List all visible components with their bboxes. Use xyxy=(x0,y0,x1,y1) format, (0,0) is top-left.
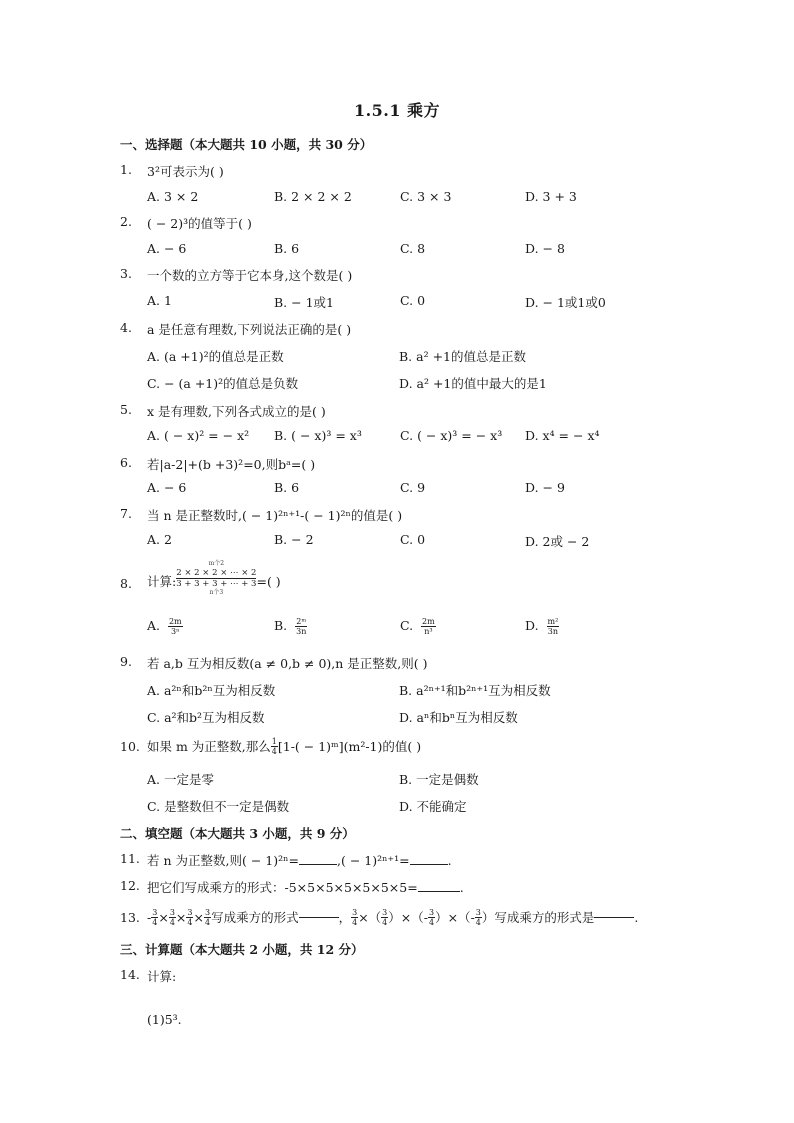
option-c: C. 8 xyxy=(400,241,426,256)
option-c: C. a²和b²互为相反数 xyxy=(147,710,265,725)
option-c: C. 0 xyxy=(400,293,426,308)
brace-bottom-label: n个3 xyxy=(209,588,224,596)
question-stem xyxy=(147,558,281,604)
question-stem: x 是有理数,下列各式成立的是( ) xyxy=(147,404,326,419)
question-stem: 若 n 为正整数,则( − 1)²ⁿ= ,( − 1)²ⁿ⁺¹= . xyxy=(147,853,452,868)
answer-blank[interactable] xyxy=(299,864,337,865)
option-b: B. − 1或1 xyxy=(274,295,334,310)
option-a: A. 1 xyxy=(147,293,172,308)
fraction: $\frac{3}{4}$ xyxy=(382,907,388,927)
option-a: A. a²ⁿ和b²ⁿ互为相反数 xyxy=(147,683,276,698)
answer-blank[interactable] xyxy=(410,864,448,865)
question-stem: - $\frac{3}{4}$ × $\frac{3}{4}$ × $\frac{3}{4}$ × $\frac{3}{4}$ 写成乘方的形式 ， $\frac{3}{4}$ ×（ $\frac{3}{4}$ ）×（ - $\frac{3}{4}$ ）×（ - $\frac{3}{4}$ ）写成乘方的形式是 . xyxy=(147,907,639,927)
option-a: A. $\frac{2m}{\text{3ⁿ}}$ xyxy=(147,617,182,636)
fraction: $\frac{3}{4}$ xyxy=(352,907,358,927)
option-b: B. 6 xyxy=(274,241,300,256)
question-number: 12. xyxy=(120,878,140,893)
option-d: D. − 1或1或0 xyxy=(525,295,606,310)
option-fraction: $\frac{2m}{\text{3ⁿ}}$ xyxy=(168,617,182,636)
option-b: B. 2 × 2 × 2 xyxy=(274,189,352,204)
sub-question: (1)5³. xyxy=(147,1012,182,1027)
option-b: B. a²ⁿ⁺¹和b²ⁿ⁺¹互为相反数 xyxy=(399,683,551,698)
option-d: D. x⁴ = − x⁴ xyxy=(525,428,600,443)
brace-top-label: m个2 xyxy=(208,559,225,567)
section-header-fill: 二、填空题（本大题共 3 小题，共 9 分） xyxy=(120,826,355,841)
option-c: C. 是整数但不一定是偶数 xyxy=(147,799,290,814)
section-header-choice: 一、选择题（本大题共 10 小题，共 30 分） xyxy=(120,137,373,152)
option-d: D. 3 + 3 xyxy=(525,189,577,204)
option-c: C. − (a +1)²的值总是负数 xyxy=(147,376,299,391)
answer-blank[interactable] xyxy=(299,917,339,918)
question-stem: 若|a-2|+(b +3)²=0,则bᵃ=( ) xyxy=(147,457,316,472)
option-c: C. 9 xyxy=(400,480,426,495)
option-fraction: $\frac{\text{m²}}{3n}$ xyxy=(547,617,559,636)
option-d: D. a² +1的值中最大的是1 xyxy=(399,376,547,391)
question-stem: 当 n 是正整数时,( − 1)²ⁿ⁺¹-( − 1)²ⁿ的值是( ) xyxy=(147,508,403,523)
question-number: 4. xyxy=(120,320,132,335)
option-c: C. $\frac{2m}{\text{n³}}$ xyxy=(400,617,435,636)
fraction: $\frac{3}{4}$ xyxy=(428,907,435,927)
option-fraction: $\frac{\text{2ᵐ}}{3n}$ xyxy=(296,617,307,636)
option-b: B. a² +1的值总是正数 xyxy=(399,349,526,364)
option-a: A. 2 xyxy=(147,532,172,547)
question-number: 10. xyxy=(120,739,140,754)
fraction-numerator: 2 × 2 × 2 × ⋯ × 2 xyxy=(176,567,257,578)
option-d: D. 不能确定 xyxy=(399,799,467,814)
answer-blank[interactable] xyxy=(594,917,634,918)
option-d: D. $\frac{\text{m²}}{3n}$ xyxy=(525,617,559,636)
option-d: D. aⁿ和bⁿ互为相反数 xyxy=(399,710,518,725)
option-b: B. $\frac{\text{2ᵐ}}{3n}$ xyxy=(274,617,307,636)
option-a: A. (a +1)²的值总是正数 xyxy=(147,349,284,364)
question-stem: 一个数的立方等于它本身,这个数是( ) xyxy=(147,268,353,283)
option-a: A. − 6 xyxy=(147,480,187,495)
option-c: C. 3 × 3 xyxy=(400,189,452,204)
fraction: $\frac{3}{4}$ xyxy=(169,907,175,927)
fraction: $\frac{3}{4}$ xyxy=(152,907,158,927)
option-d: D. − 8 xyxy=(525,241,565,256)
option-a: A. 一定是零 xyxy=(147,772,214,787)
option-b: B. − 2 xyxy=(274,532,314,547)
question-number: 2. xyxy=(120,214,132,229)
question-number: 3. xyxy=(120,266,132,281)
fraction: $\frac{3}{4}$ xyxy=(475,907,481,927)
option-c: C. 0 xyxy=(400,532,426,547)
option-c: C. ( − x)³ = − x³ xyxy=(400,428,503,443)
option-b: B. 6 xyxy=(274,480,300,495)
question-number: 1. xyxy=(120,162,132,177)
option-a: A. ( − x)² = − x² xyxy=(147,428,250,443)
question-stem: a 是任意有理数,下列说法正确的是( ) xyxy=(147,322,352,337)
fraction: $\frac{3}{4}$ xyxy=(204,907,211,927)
option-b: B. 一定是偶数 xyxy=(399,772,479,787)
question-number: 14. xyxy=(120,967,140,982)
question-stem: 若 a,b 互为相反数(a ≠ 0,b ≠ 0),n 是正整数,则( ) xyxy=(147,656,428,671)
page-title: 1.5.1 乘方 xyxy=(353,101,441,120)
question-stem: 如果 m 为正整数,那么 $\frac{1}{4}$ [1-( − 1)ᵐ](m²-1)的值( ) xyxy=(147,736,422,756)
question-stem: 计算: xyxy=(147,969,177,984)
option-a: A. 3 × 2 xyxy=(147,189,199,204)
question-number: 6. xyxy=(120,455,132,470)
question-stem: 3²可表示为( ) xyxy=(147,164,224,179)
option-b: B. ( − x)³ = x³ xyxy=(274,428,362,443)
question-stem: 把它们写成乘方的形式：-5×5×5×5×5×5×5= . xyxy=(147,880,464,895)
option-d: D. 2或 − 2 xyxy=(525,534,590,549)
question-number: 11. xyxy=(120,851,140,866)
section-header-calc: 三、计算题（本大题共 2 小题，共 12 分） xyxy=(120,942,364,957)
stem-suffix: =( ) xyxy=(256,573,281,589)
question-number: 8. xyxy=(120,576,132,591)
option-fraction: $\frac{2m}{\text{n³}}$ xyxy=(422,617,435,636)
question-stem: ( − 2)³的值等于( ) xyxy=(147,216,252,231)
question-number: 13. xyxy=(120,910,140,925)
fraction: $\frac{3}{4}$ xyxy=(187,907,193,927)
answer-blank[interactable] xyxy=(418,891,460,892)
question-number: 9. xyxy=(120,654,132,669)
stem-prefix: 计算: xyxy=(147,574,177,589)
fraction: $\frac{1}{4}$ xyxy=(271,736,277,756)
option-a: A. − 6 xyxy=(147,241,187,256)
question-number: 5. xyxy=(120,402,132,417)
option-d: D. − 9 xyxy=(525,480,565,495)
question-number: 7. xyxy=(120,506,132,521)
fraction-expression xyxy=(176,560,256,597)
fraction-denominator: 3 + 3 + 3 + ⋯ + 3 xyxy=(176,578,257,589)
